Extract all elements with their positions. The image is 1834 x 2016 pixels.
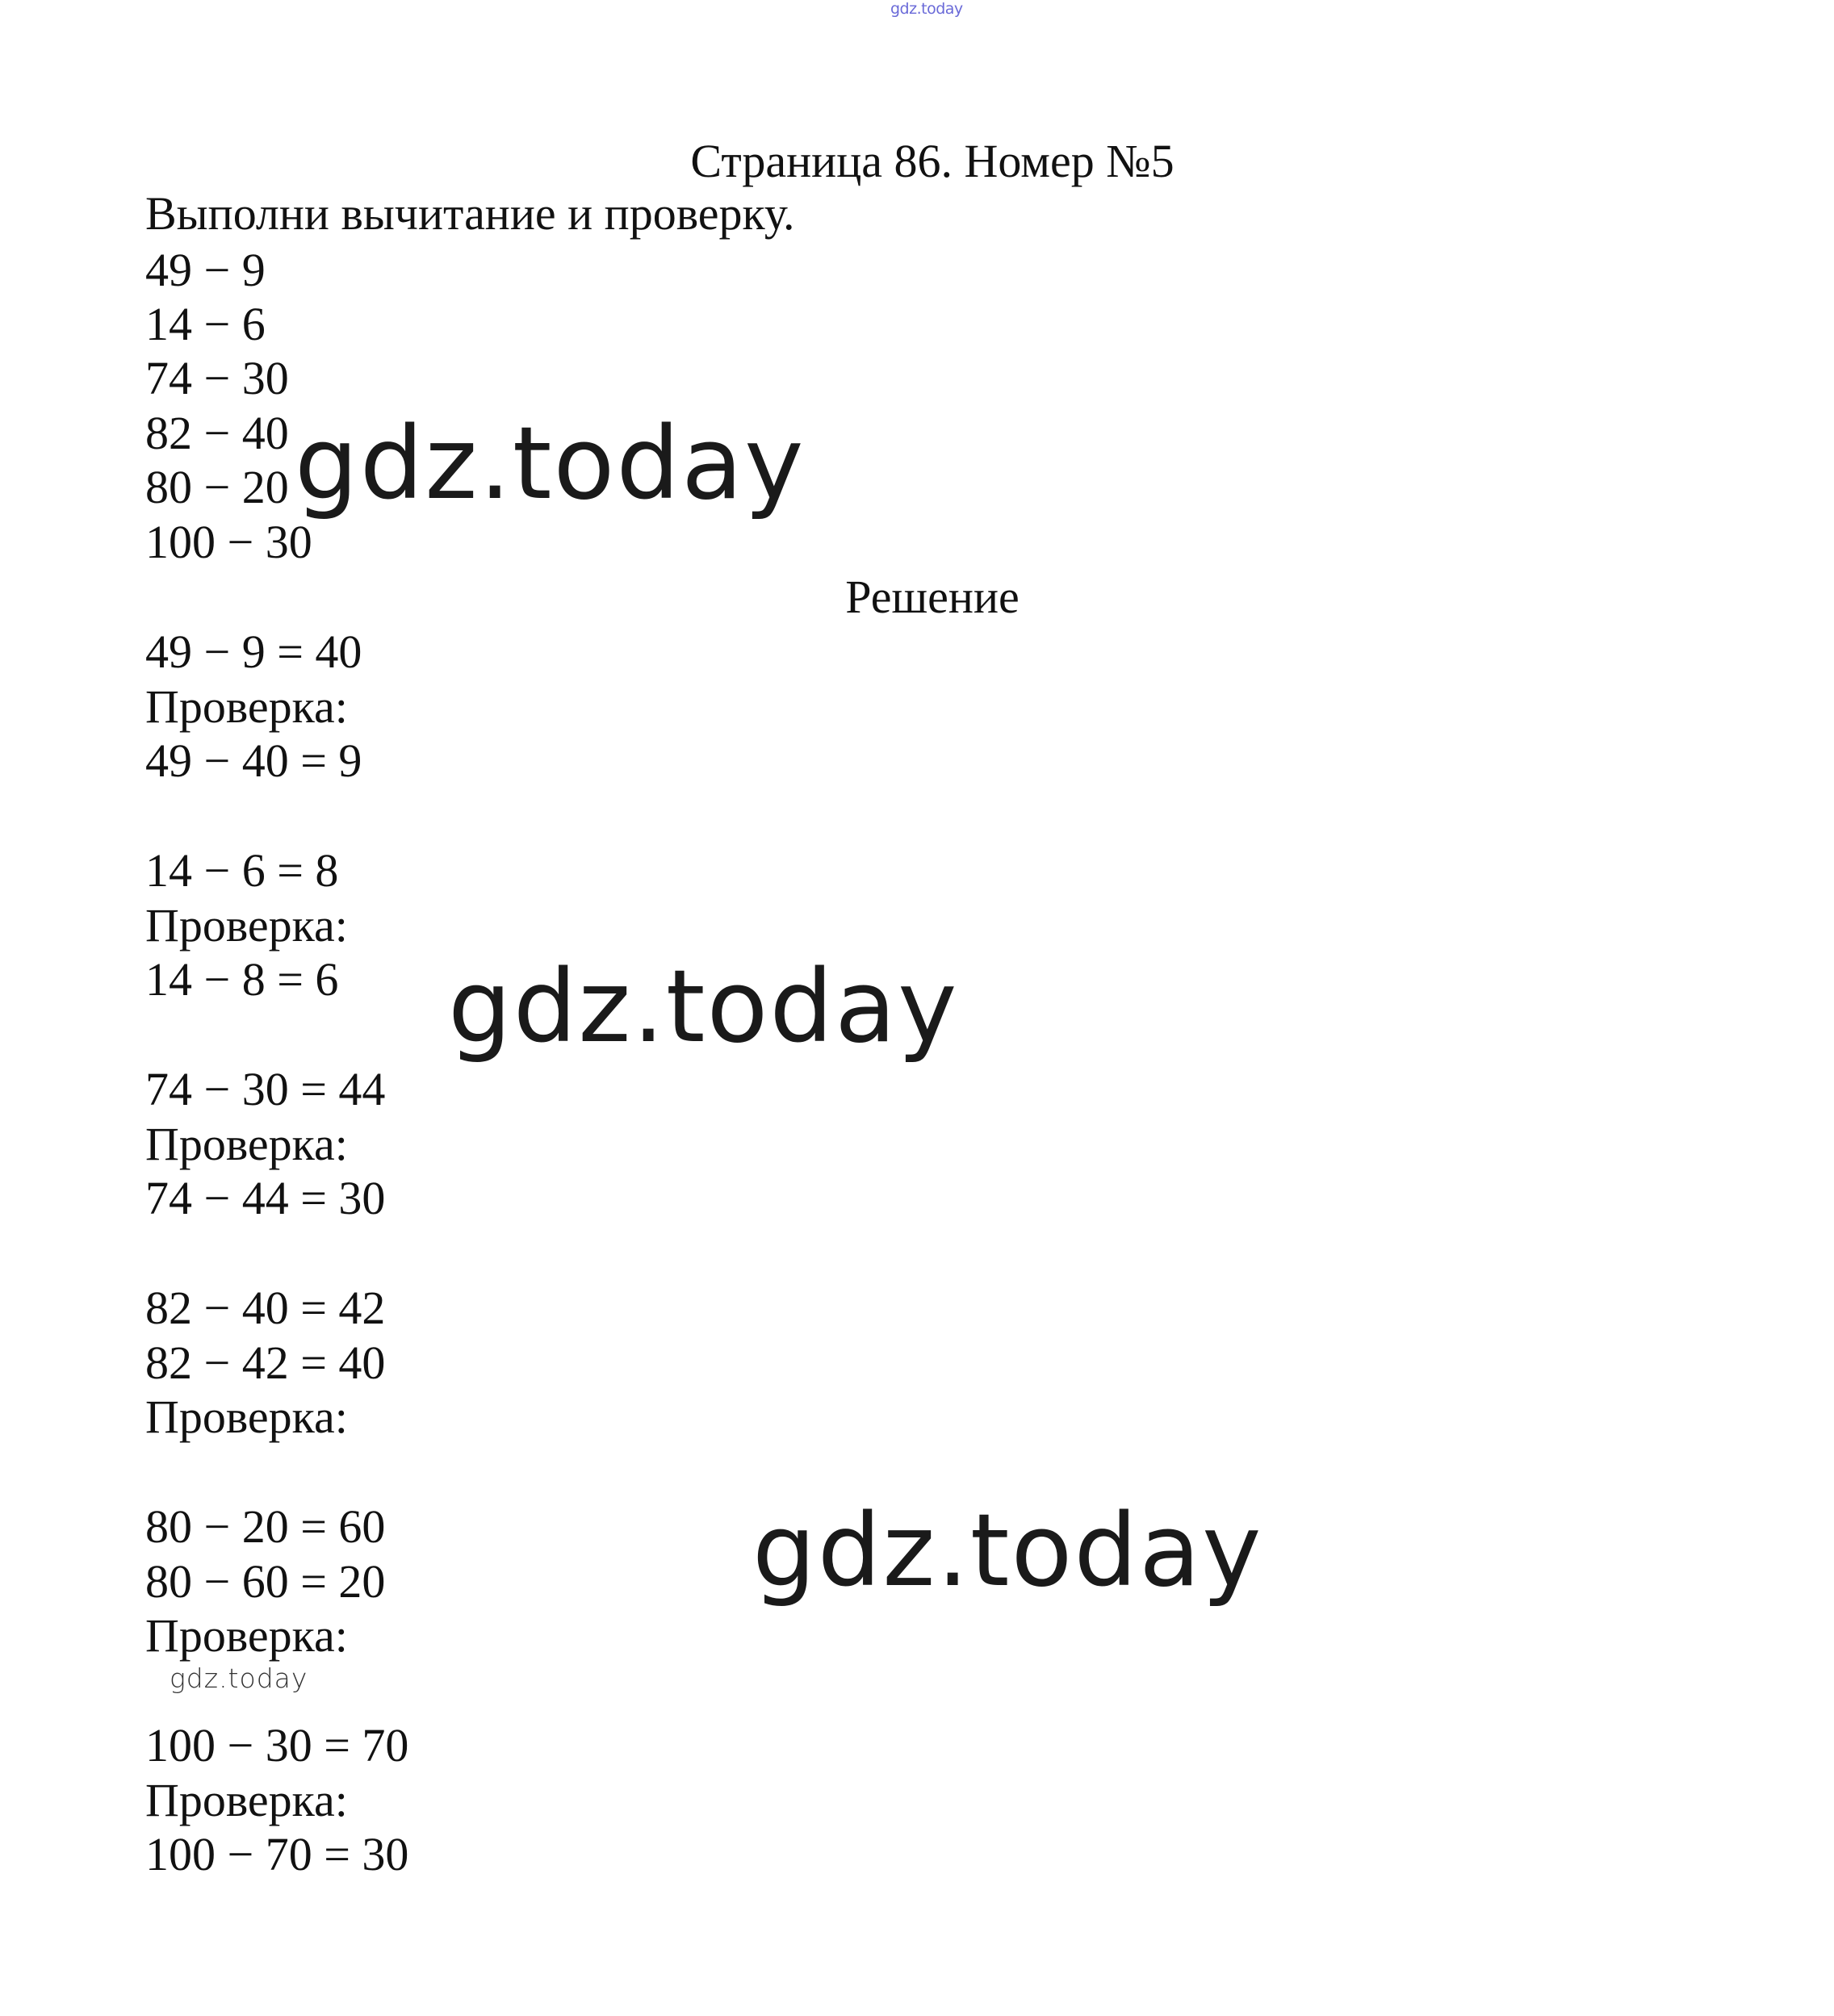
solution-line: 49 − 40 = 9	[145, 734, 362, 787]
solution-line: Проверка:	[145, 899, 348, 952]
solution-line: 74 − 30 = 44	[145, 1063, 386, 1115]
watermark: gdz.today	[295, 406, 806, 522]
solution-line: Проверка:	[145, 1391, 348, 1443]
exercise-line: 74 − 30	[145, 352, 289, 404]
page-title: Страница 86. Номер №5	[690, 135, 1175, 187]
solution-line: 49 − 9 = 40	[145, 625, 362, 678]
exercise-line: 80 − 20	[145, 461, 289, 513]
solution-line: 100 − 70 = 30	[145, 1828, 409, 1880]
solution-line: 80 − 60 = 20	[145, 1555, 386, 1608]
solution-line: 82 − 42 = 40	[145, 1336, 386, 1389]
exercise-line: 14 − 6	[145, 298, 266, 350]
header-watermark: gdz.today	[890, 0, 963, 18]
exercise-line: 100 − 30	[145, 516, 312, 568]
exercise-line: 49 − 9	[145, 244, 266, 296]
solution-line: 82 − 40 = 42	[145, 1282, 386, 1334]
watermark-small: gdz.today	[170, 1663, 308, 1694]
task-text: Выполни вычитание и проверку.	[145, 187, 795, 240]
solution-line: 100 − 30 = 70	[145, 1719, 409, 1771]
exercise-line: 82 − 40	[145, 407, 289, 459]
watermark: gdz.today	[448, 949, 959, 1065]
watermark: gdz.today	[752, 1493, 1263, 1609]
solution-line: 14 − 6 = 8	[145, 844, 339, 897]
solution-line: 14 − 8 = 6	[145, 953, 339, 1006]
solution-line: 80 − 20 = 60	[145, 1500, 386, 1553]
solution-line: Проверка:	[145, 1774, 348, 1826]
solution-line: Проверка:	[145, 680, 348, 733]
solution-line: Проверка:	[145, 1609, 348, 1662]
solution-line: 74 − 44 = 30	[145, 1172, 386, 1224]
solution-line: Проверка:	[145, 1118, 348, 1170]
solution-heading: Решение	[845, 571, 1020, 623]
